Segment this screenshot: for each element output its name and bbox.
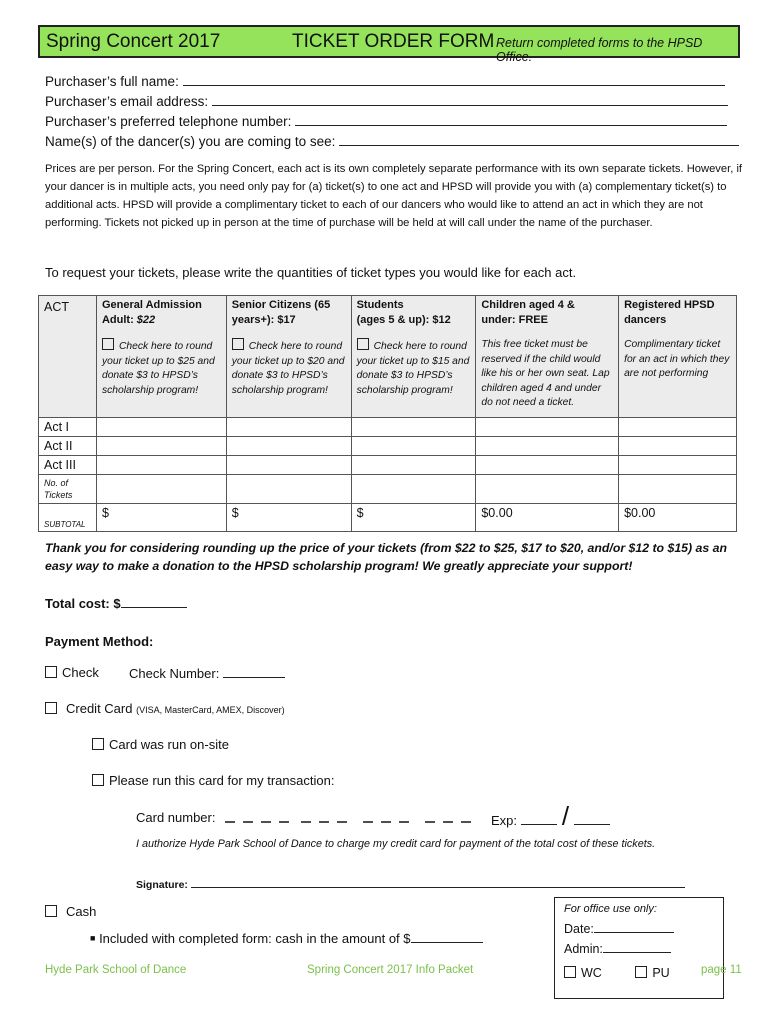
signature-line[interactable] <box>191 875 685 888</box>
check-checkbox[interactable] <box>45 666 57 678</box>
footer-page-number: page 11 <box>701 964 742 976</box>
check-number-field[interactable] <box>129 665 285 681</box>
col-header: General Admission Adult: $22 <box>101 299 202 326</box>
email-line[interactable] <box>212 93 728 106</box>
event-title: Spring Concert 2017 <box>46 31 221 52</box>
subtotal-row <box>39 504 737 532</box>
card-number-field[interactable] <box>136 810 473 827</box>
qty-cell[interactable] <box>619 418 737 437</box>
office-status-row <box>564 966 714 980</box>
col-header: Senior Citizens (65 years+): $17 <box>231 299 331 326</box>
round-up-checkbox[interactable] <box>357 338 369 350</box>
pu-checkbox[interactable] <box>635 966 647 978</box>
office-use-title: For office use only: <box>564 903 657 915</box>
exp-label: Exp: <box>491 813 518 828</box>
email-field[interactable] <box>45 93 728 109</box>
pu-label: PU <box>652 966 670 980</box>
office-admin-line[interactable] <box>603 940 671 953</box>
office-admin-label: Admin: <box>564 942 603 956</box>
exp-separator: / <box>561 801 570 831</box>
col-note: This free ticket must be reserved if the child would like his or her own seat. Lap children aged 4 and under do not need a ticket. <box>481 339 610 408</box>
run-card-label: Please run this card for my transaction: <box>109 773 335 788</box>
subtotal-cell: $0.00 <box>619 504 737 532</box>
subtotal-label: SUBTOTAL <box>39 504 97 532</box>
exp-field[interactable] <box>491 803 610 830</box>
subtotal-cell[interactable]: $ <box>96 504 226 532</box>
round-up-checkbox[interactable] <box>102 338 114 350</box>
dancers-label: Name(s) of the dancer(s) you are coming to see: <box>45 134 336 149</box>
no-of-tickets-label: No. of Tickets <box>39 475 97 504</box>
cash-checkbox[interactable] <box>45 905 57 917</box>
full-name-field[interactable] <box>45 73 725 89</box>
act-header: ACT <box>44 300 69 314</box>
qty-cell[interactable] <box>226 475 351 504</box>
cash-amount-line[interactable] <box>411 930 483 943</box>
return-note: Return completed forms to the HPSD Office. <box>496 36 703 64</box>
act-label: Act II <box>39 437 97 456</box>
request-instruction: To request your tickets, please write the quantities of ticket types you would like for each act. <box>45 265 577 280</box>
subtotal-cell[interactable]: $ <box>226 504 351 532</box>
card-run-onsite-option[interactable] <box>92 737 229 752</box>
qty-cell[interactable] <box>476 418 619 437</box>
table-row <box>39 475 737 504</box>
payment-heading: Payment Method: <box>45 634 154 649</box>
check-number-line[interactable] <box>223 665 285 678</box>
office-admin-field[interactable] <box>564 940 714 956</box>
run-card-option[interactable] <box>92 773 334 788</box>
qty-cell[interactable] <box>476 456 619 475</box>
check-option[interactable] <box>45 665 99 680</box>
qty-cell[interactable] <box>96 418 226 437</box>
exp-year-line[interactable] <box>574 804 610 825</box>
email-label: Purchaser’s email address: <box>45 94 209 109</box>
total-cost-field[interactable] <box>45 595 187 611</box>
qty-cell[interactable] <box>619 475 737 504</box>
total-cost-line[interactable] <box>121 595 187 608</box>
office-date-field[interactable] <box>564 920 714 936</box>
card-run-onsite-label: Card was run on-site <box>109 737 229 752</box>
office-use-box <box>554 897 724 999</box>
authorization-text: I authorize Hyde Park School of Dance to charge my credit card for payment of the total cost of these tickets. <box>136 838 656 850</box>
qty-cell[interactable] <box>226 418 351 437</box>
table-row <box>39 418 737 437</box>
office-date-line[interactable] <box>594 920 674 933</box>
title-banner <box>38 25 740 64</box>
table-header-row <box>39 296 737 418</box>
qty-cell[interactable] <box>476 437 619 456</box>
form-title: TICKET ORDER FORM <box>292 31 495 52</box>
card-number-blanks[interactable] <box>223 810 473 827</box>
card-number-dashes <box>223 810 473 824</box>
subtotal-cell: $0.00 <box>476 504 619 532</box>
subtotal-cell[interactable]: $ <box>351 504 476 532</box>
col-header: Registered HPSD dancers <box>624 299 715 326</box>
qty-cell[interactable] <box>96 437 226 456</box>
footer-center: Spring Concert 2017 Info Packet <box>307 964 474 976</box>
credit-card-option[interactable] <box>45 701 285 716</box>
qty-cell[interactable] <box>351 475 476 504</box>
col-registered-dancers <box>619 296 737 418</box>
cash-detail-label: Included with completed form: cash in the amount of $ <box>99 931 411 946</box>
col-children <box>476 296 619 418</box>
ticket-table <box>38 295 737 532</box>
dancers-line[interactable] <box>339 133 739 146</box>
qty-cell[interactable] <box>351 437 476 456</box>
credit-card-types: (VISA, MasterCard, AMEX, Discover) <box>136 705 285 715</box>
cash-option[interactable] <box>45 904 96 919</box>
col-note: Check here to round your ticket up to $15 and donate $3 to HPSD’s scholarship program! <box>357 338 471 398</box>
col-senior <box>226 296 351 418</box>
col-note: Check here to round your ticket up to $20 and donate $3 to HPSD’s scholarship program! <box>232 338 346 398</box>
cash-detail-field[interactable] <box>90 930 483 946</box>
office-date-label: Date: <box>564 922 594 936</box>
pu-option[interactable] <box>635 966 669 980</box>
cash-label: Cash <box>66 904 97 919</box>
run-card-checkbox[interactable] <box>92 774 104 786</box>
total-cost-label: Total cost: $ <box>45 596 121 611</box>
qty-cell[interactable] <box>96 456 226 475</box>
footer-left: Hyde Park School of Dance <box>45 964 187 976</box>
qty-cell[interactable] <box>476 475 619 504</box>
act-label: Act III <box>39 456 97 475</box>
col-note: Complimentary ticket for an act in which they are not performing <box>624 339 730 379</box>
qty-cell[interactable] <box>226 456 351 475</box>
signature-field[interactable] <box>136 875 685 891</box>
card-run-onsite-checkbox[interactable] <box>92 738 104 750</box>
bullet-icon: ■ <box>90 933 96 943</box>
full-name-label: Purchaser’s full name: <box>45 74 179 89</box>
qty-cell[interactable] <box>96 475 226 504</box>
dancers-field[interactable] <box>45 133 739 149</box>
col-note: Check here to round your ticket up to $25 and donate $3 to HPSD’s scholarship program! <box>102 338 221 398</box>
table-row <box>39 437 737 456</box>
wc-option[interactable] <box>564 966 602 980</box>
col-general-admission <box>96 296 226 418</box>
act-header-cell <box>39 296 97 418</box>
pricing-paragraph: Prices are per person. For the Spring Concert, each act is its own completely separate performance with its own separate tickets. However, if your dancer is in multiple acts, you need only pay for (a) ticket(s) to one act and HPSD will provide you with (a) complementary ticket(s) to additional acts. HPSD will provide a complimentary ticket to each of our dancers who would like to attend an act in which they are not performing. Tickets not picked up in person at the time of purchase will be held at will call under the name of the purchaser. <box>45 163 743 229</box>
phone-field[interactable] <box>45 113 727 129</box>
full-name-line[interactable] <box>183 73 725 86</box>
qty-cell[interactable] <box>619 437 737 456</box>
wc-checkbox[interactable] <box>564 966 576 978</box>
round-up-checkbox[interactable] <box>232 338 244 350</box>
col-header: Children aged 4 & under: FREE <box>481 299 575 326</box>
exp-month-line[interactable] <box>521 804 557 825</box>
signature-label: Signature: <box>136 879 188 891</box>
col-students <box>351 296 476 418</box>
qty-cell[interactable] <box>226 437 351 456</box>
check-number-label: Check Number: <box>129 666 220 681</box>
phone-line[interactable] <box>295 113 727 126</box>
credit-card-label: Credit Card <box>66 701 133 716</box>
qty-cell[interactable] <box>351 418 476 437</box>
col-header: Students (ages 5 & up): $12 <box>356 299 451 326</box>
qty-cell[interactable] <box>351 456 476 475</box>
check-label: Check <box>62 665 99 680</box>
act-label: Act I <box>39 418 97 437</box>
thank-you-note: Thank you for considering rounding up the price of your tickets (from $22 to $25, $17 to $20, and/or $12 to $15) as an easy way to make a donation to the HPSD scholarship program! We greatly appreciate your support! <box>45 541 727 573</box>
credit-card-checkbox[interactable] <box>45 702 57 714</box>
table-row <box>39 456 737 475</box>
card-number-label: Card number: <box>136 810 216 825</box>
phone-label: Purchaser’s preferred telephone number: <box>45 114 292 129</box>
qty-cell[interactable] <box>619 456 737 475</box>
wc-label: WC <box>581 966 602 980</box>
